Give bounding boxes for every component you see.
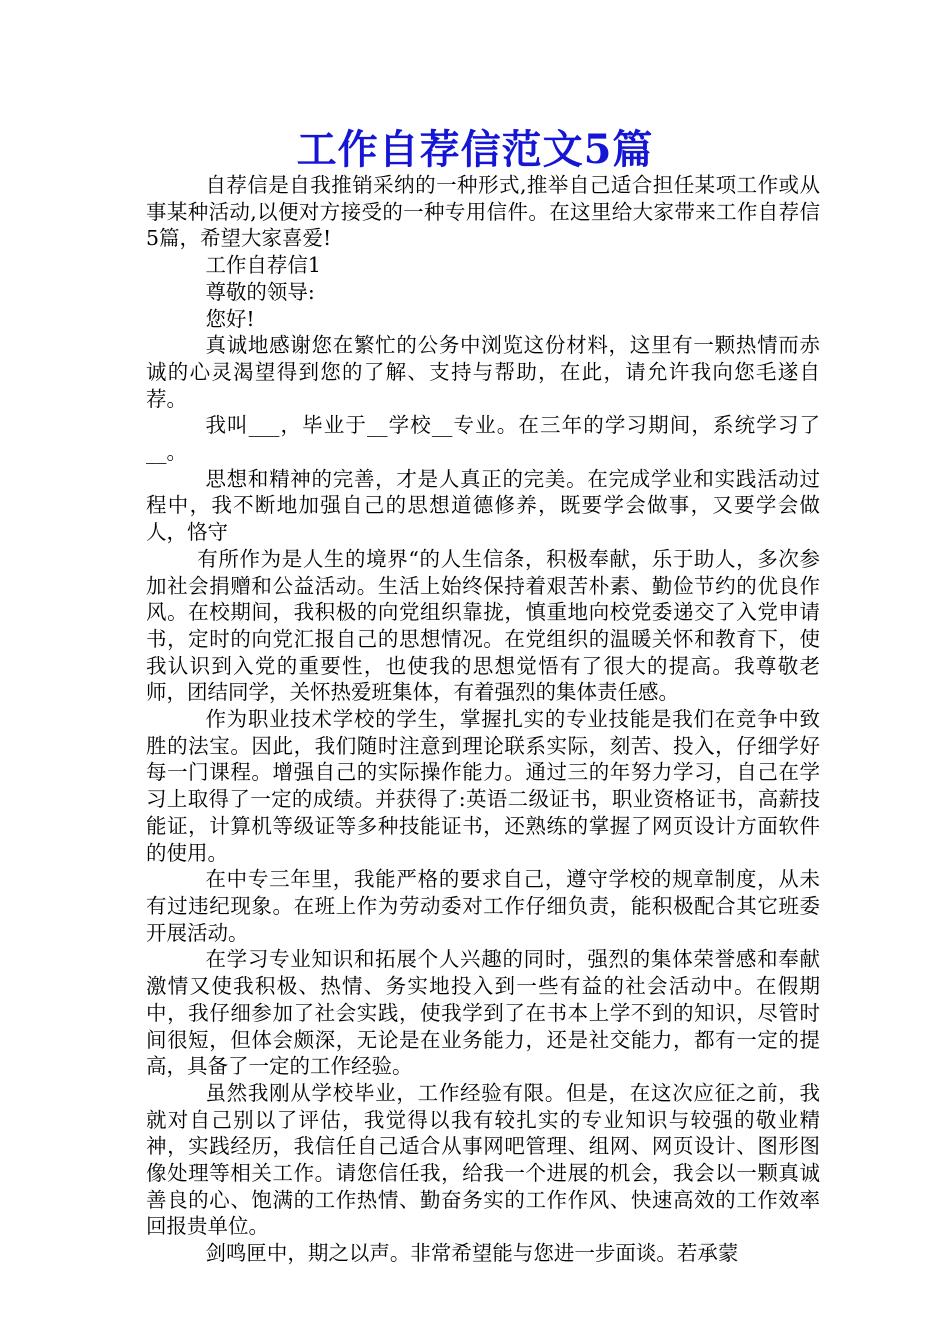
body-paragraph: 我叫___，毕业于__学校__专业。在三年的学习期间，系统学习了__。 [146, 413, 820, 465]
salutation: 尊敬的领导: [205, 279, 315, 304]
body-paragraph: 有所作为是人生的境界“的人生信条，积极奉献，乐于助人，多次参加社会捐赠和公益活动。生活上始终保持着艰苦朴素、勤俭节约的优良作风。在校期间，我积极的向党组织靠拢，慎重地向校党委递交了入党申请书，定时的向党汇报自己的思想情况。在党组织的温暖关怀和教育下，使我认识到入党的重要性，也使我的思想觉悟有了很大的提高。我尊敬老师，团结同学，关怀热爱班集体，有着强烈的集体责任感。 [146, 546, 820, 705]
body-paragraph: 真诚地感谢您在繁忙的公务中浏览这份材料，这里有一颗热情而赤诚的心灵渴望得到您的了解、支持与帮助，在此，请允许我向您毛遂自荐。 [146, 333, 820, 411]
body-paragraph: 剑鸣匣中，期之以声。非常希望能与您进一步面谈。若承蒙 [205, 1241, 739, 1266]
intro-paragraph: 自荐信是自我推销采纳的一种形式,推举自己适合担任某项工作或从事某种活动,以便对方接受的一种专用信件。在这里给大家带来工作自荐信5篇，希望大家喜爱! [146, 173, 820, 251]
body-paragraph: 思想和精神的完善，才是人真正的完美。在完成学业和实践活动过程中，我不断地加强自己的思想道德修养，既要学会做事，又要学会做人，恪守 [146, 466, 820, 545]
body-paragraph: 在学习专业知识和拓展个人兴趣的同时，强烈的集体荣誉感和奉献激情又使我积极、热情、务实地投入到一些有益的社会活动中。在假期中，我仔细参加了社会实践，使我学到了在书本上学不到的知识，尽管时间很短，但体会颇深，无论是在业务能力，还是社交能力，都有一定的提高，具备了一定的工作经验。 [146, 947, 820, 1079]
body-paragraph: 在中专三年里，我能严格的要求自己，遵守学校的规章制度，从未有过违纪现象。在班上作为劳动委对工作仔细负责，能积极配合其它班委开展活动。 [146, 867, 820, 945]
letter-heading: 工作自荐信1 [205, 253, 321, 278]
document-body [146, 172, 820, 1267]
document-title: 工作自荐信范文5篇 [296, 126, 654, 173]
body-paragraph: 作为职业技术学校的学生，掌握扎实的专业技能是我们在竞争中致胜的法宝。因此，我们随时注意到理论联系实际，刻苦、投入，仔细学好每一门课程。增强自己的实际操作能力。通过三的年努力学习，自己在学习上取得了一定的成绩。并获得了:英语二级证书，职业资格证书，高薪技能证，计算机等级证等多种技能证书，还熟练的掌握了网页设计方面软件的使用。 [146, 707, 820, 865]
greeting: 您好! [205, 306, 255, 331]
body-paragraph: 虽然我刚从学校毕业，工作经验有限。但是，在这次应征之前，我就对自己别以了评估，我觉得以我有较扎实的专业知识与较强的敬业精神，实践经历，我信任自己适合从事网吧管理、组网、网页设计、图形图像处理等相关工作。请您信任我，给我一个进展的机会，我会以一颗真诚善良的心、饱满的工作热情、勤奋务实的工作作风、快速高效的工作效率回报贵单位。 [146, 1080, 820, 1239]
